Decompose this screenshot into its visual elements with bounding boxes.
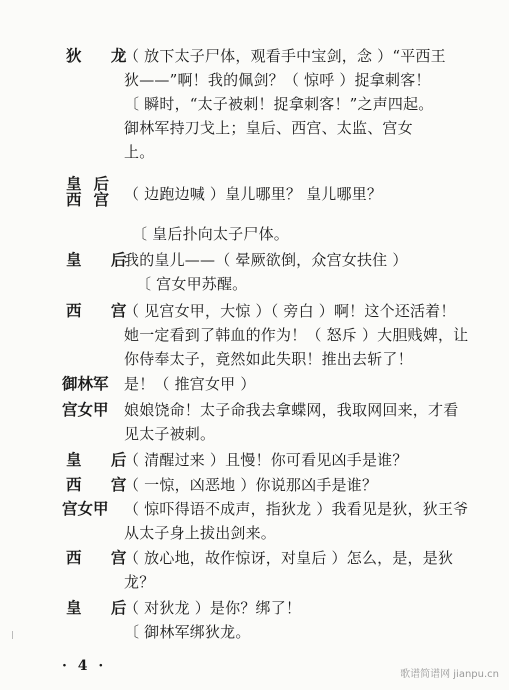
text-line: （ 一惊，凶恶地 ）你说那凶手是谁？ — [124, 476, 378, 494]
text-line: （ 放心地，故作惊讶，对皇后 ）怎么，是，是狄 — [124, 549, 454, 567]
text-line: 你侍奉太子，竟然如此失职！推出去斩了！ — [124, 350, 413, 368]
text-line: 见太子被刺。 — [124, 425, 216, 443]
site-watermark: 歌谱简谱网 jianpu.cn — [400, 669, 499, 680]
margin-mark — [12, 631, 17, 639]
stage-direction: 〔 皇后扑向太子尸体。 — [132, 225, 289, 243]
dialogue-text — [124, 400, 502, 448]
text-line: 我的皇儿——（ 晕厥欲倒，众宫女扶住 ） — [124, 251, 408, 269]
speaker-name: 西宫 — [66, 190, 122, 209]
stage-direction: 〔 御林军绑狄龙。 — [124, 623, 251, 641]
dialogue-text — [124, 499, 502, 547]
dialogue-text — [124, 184, 502, 208]
text-line: （ 清醒过来 ）且慢！你可看见凶手是谁？ — [124, 451, 408, 469]
stage-direction: 上。 — [124, 143, 155, 161]
text-line: 是！（ 推宫女甲 ） — [124, 375, 256, 393]
dialogue-text — [124, 598, 502, 646]
text-line: （ 见宫女甲，大惊 ）（ 旁白 ）啊！这个还活着！ — [124, 302, 456, 320]
speaker-name: 皇 后 — [66, 450, 139, 469]
text-line: 龙？ — [124, 573, 155, 591]
speaker-name: 狄 龙 — [66, 46, 139, 65]
dialogue-text — [124, 301, 502, 373]
dialogue-text — [124, 548, 502, 596]
dialogue-text — [124, 46, 502, 166]
text-line: （ 边跑边喊 ）皇儿哪里？ 皇儿哪里？ — [124, 185, 383, 203]
dialogue-text — [124, 475, 502, 499]
speaker-name: 皇 后 — [66, 598, 139, 617]
text-line: 从太子身上拔出剑来。 — [124, 524, 277, 542]
speaker-name: 宫女甲 — [62, 400, 109, 419]
speaker-name: 皇 后 — [66, 250, 139, 269]
stage-direction: 〔 瞬时，“太子被刺！捉拿刺客！”之声四起。 — [124, 95, 434, 113]
dialogue-text — [124, 450, 502, 474]
stage-direction: 御林军持刀戈上；皇后、西宫、太监、宫女 — [124, 119, 413, 137]
stage-direction-block — [132, 224, 509, 248]
dialogue-text — [124, 250, 502, 298]
speaker-name: 宫女甲 — [62, 499, 109, 518]
speaker-names — [66, 176, 126, 208]
text-line: 狄——”啊！我的佩剑？（ 惊呼 ）捉拿刺客！ — [124, 71, 431, 89]
speaker-name: 皇后 — [66, 174, 122, 193]
speaker-name: 西 宫 — [66, 475, 139, 494]
speaker-name: 西 宫 — [66, 301, 139, 320]
speaker-name: 西 宫 — [66, 548, 139, 567]
text-line: 娘娘饶命！太子命我去拿蝶网，我取网回来，才看 — [124, 401, 459, 419]
text-line: 她一定看到了韩血的作为！（ 怒斥 ）大胆贱婢，让 — [124, 326, 469, 344]
dialogue-text — [124, 374, 502, 398]
page-number: · 4 · — [62, 658, 107, 674]
text-line: （ 对狄龙 ）是你？绑了！ — [124, 599, 302, 617]
text-line: （ 惊吓得语不成声，指狄龙 ）我看见是狄，狄王爷 — [124, 500, 469, 518]
text-line: （ 放下太子尸体，观看手中宝剑，念 ）“平西王 — [124, 47, 446, 65]
speaker-name: 御林军 — [62, 374, 109, 393]
stage-direction: 〔 宫女甲苏醒。 — [136, 275, 248, 293]
